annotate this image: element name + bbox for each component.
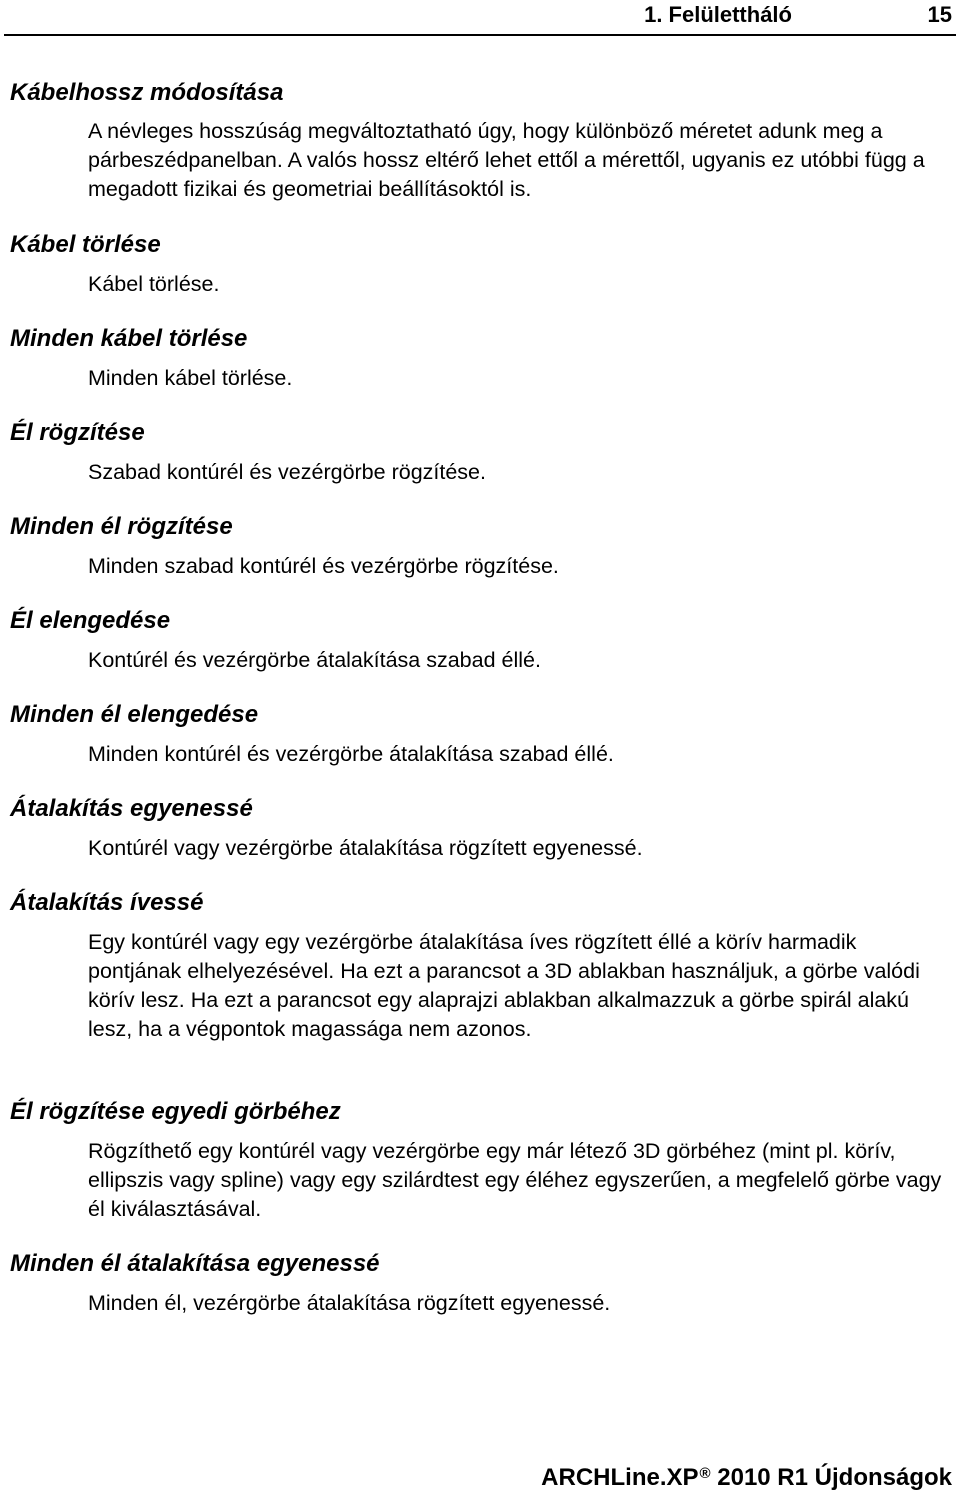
section-title-minden-el-rogzitese: Minden él rögzítése: [10, 513, 233, 540]
chapter-title: 1. Felülettháló: [644, 2, 792, 27]
footer-edition: 2010 R1 Újdonságok: [717, 1464, 952, 1491]
section-body-kabel-torlese: Kábel törlése.: [88, 272, 220, 296]
section-body-kabelhossz-modositasa: A névleges hosszúság megváltoztatható úgy, hogy különböző méretet adunk meg a párbeszédpanelban. A valós hossz eltérő lehet ettől a mérettől, ugyanis ez utóbbi függ a megadott fizikai és geometriai beállításoktól is.: [88, 119, 925, 201]
section-body-minden-el-atalakitasa-egyenesse: Minden él, vezérgörbe átalakítása rögzített egyenessé.: [88, 1291, 611, 1315]
section-title-el-rogzitese-egyedi-gorbehez: Él rögzítése egyedi görbéhez: [10, 1098, 341, 1125]
section-title-kabel-torlese: Kábel törlése: [10, 231, 161, 258]
footer-product-name: ARCHLine.XP: [541, 1464, 699, 1491]
section-body-el-rogzitese: Szabad kontúrél és vezérgörbe rögzítése.: [88, 460, 486, 484]
section-title-kabelhossz-modositasa: Kábelhossz módosítása: [10, 79, 284, 106]
page-number: 15: [927, 2, 952, 27]
section-title-minden-el-elengedese: Minden él elengedése: [10, 701, 259, 728]
section-body-minden-el-rogzitese: Minden szabad kontúrél és vezérgörbe rögzítése.: [88, 554, 559, 578]
section-title-minden-kabel-torlese: Minden kábel törlése: [10, 325, 248, 352]
section-body-el-elengedese: Kontúrél és vezérgörbe átalakítása szabad éllé.: [88, 648, 541, 672]
page-footer: [541, 1463, 952, 1493]
section-body-minden-kabel-torlese: Minden kábel törlése.: [88, 366, 293, 390]
section-body-el-rogzitese-egyedi-gorbehez: Rögzíthető egy kontúrél vagy vezérgörbe egy már létező 3D görbéhez (mint pl. körív, ellipszis vagy spline) vagy egy szilárdtest egy éléhez egyszerűen, a megfelelő görbe vagy él kiválasztásával.: [88, 1139, 942, 1221]
section-title-el-rogzitese: Él rögzítése: [10, 419, 145, 446]
section-body-atalakitas-egyenesse: Kontúrél vagy vezérgörbe átalakítása rögzített egyenessé.: [88, 836, 643, 860]
section-title-el-elengedese: Él elengedése: [10, 607, 171, 634]
section-title-atalakitas-egyenesse: Átalakítás egyenessé: [10, 795, 253, 822]
section-body-minden-el-elengedese: Minden kontúrél és vezérgörbe átalakítása szabad éllé.: [88, 742, 614, 766]
registered-mark: ®: [699, 1465, 711, 1482]
section-title-minden-el-atalakitasa-egyenesse: Minden él átalakítása egyenessé: [10, 1250, 380, 1277]
section-body-atalakitas-ivesse: Egy kontúrél vagy egy vezérgörbe átalakítása íves rögzített éllé a körív harmadik pontjának elhelyezésével. Ha ezt a parancsot a 3D ablakban használjuk, a görbe valódi körív lesz. Ha ezt a parancsot egy alaprajzi ablakban alkalmazzuk a görbe spirál alakú lesz, ha a végpontok magassága nem azonos.: [88, 930, 920, 1041]
page-header: [4, 0, 956, 36]
section-title-atalakitas-ivesse: Átalakítás ívessé: [10, 889, 204, 916]
